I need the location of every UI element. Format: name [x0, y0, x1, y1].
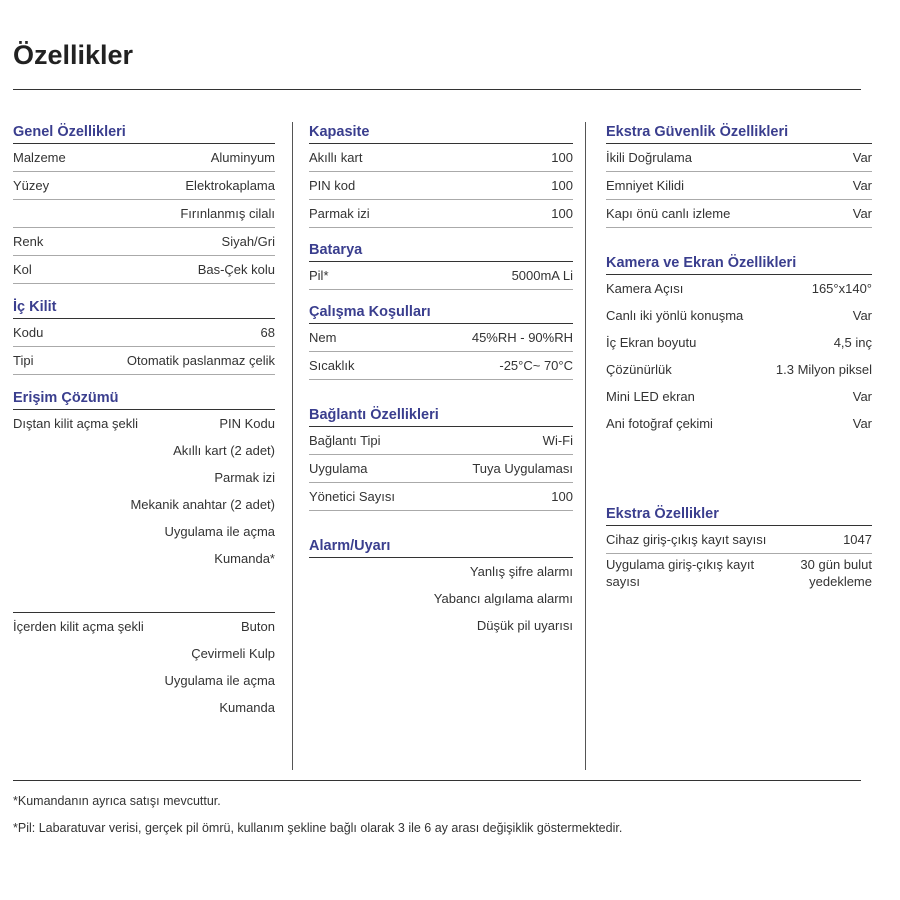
- spec-label: Ani fotoğraf çekimi: [606, 416, 713, 431]
- spec-label: Uygulama giriş-çıkış kayıt sayısı: [606, 557, 755, 589]
- spec-row: [13, 410, 275, 437]
- spec-row: [309, 427, 573, 455]
- spec-row: [309, 352, 573, 380]
- spec-value: 165°x140°: [811, 281, 872, 296]
- calisma-rows: [309, 324, 573, 380]
- spec-label: Cihaz giriş-çıkış kayıt sayısı: [606, 532, 767, 547]
- spec-value: Otomatik paslanmaz çelik: [126, 353, 275, 368]
- spec-row: [606, 302, 872, 329]
- spec-value: 30 gün bulut yedekleme: [800, 557, 872, 589]
- spec-value: Kumanda: [219, 700, 275, 715]
- section-header-alarm: Alarm/Uyarı: [309, 536, 573, 558]
- spec-value: Düşük pil uyarısı: [476, 618, 573, 633]
- spec-row: [606, 275, 872, 302]
- spec-label: İç Ekran boyutu: [606, 335, 697, 350]
- spec-value: Uygulama ile açma: [164, 524, 275, 539]
- genel-rows: [13, 144, 275, 284]
- spec-label: Tipi: [13, 353, 34, 368]
- batarya-rows: [309, 262, 573, 290]
- section-header-ekstra: Ekstra Özellikler: [606, 504, 872, 526]
- column-2: [309, 122, 573, 639]
- spec-row: [606, 172, 872, 200]
- spec-label: Malzeme: [13, 150, 66, 165]
- section-header-kamera: Kamera ve Ekran Özellikleri: [606, 253, 872, 275]
- spec-value: 1.3 Milyon piksel: [775, 362, 872, 377]
- spec-row: [606, 144, 872, 172]
- spec-row: [13, 200, 275, 228]
- spec-value: 68: [260, 325, 275, 340]
- spec-row: [309, 612, 573, 639]
- alarm-rows: [309, 558, 573, 639]
- spec-label: Mini LED ekran: [606, 389, 695, 404]
- footnote-kumanda: *Kumandanın ayrıca satışı mevcuttur.: [13, 794, 221, 808]
- spec-row: [309, 262, 573, 290]
- spec-row: [606, 200, 872, 228]
- spec-value: Var: [852, 178, 872, 193]
- spec-value: 1047: [843, 532, 872, 547]
- spec-label: Kapı önü canlı izleme: [606, 206, 731, 221]
- guvenlik-rows: [606, 144, 872, 228]
- spec-value: Kumanda*: [214, 551, 275, 566]
- spec-row: [606, 329, 872, 356]
- spec-row: [309, 144, 573, 172]
- spec-row: [13, 172, 275, 200]
- erisim-in-rows: [13, 613, 275, 721]
- spec-row: [606, 554, 872, 592]
- spec-label: Yüzey: [13, 178, 50, 193]
- section-header-ic-kilit: İç Kilit: [13, 297, 275, 319]
- spec-value: Parmak izi: [214, 470, 275, 485]
- spec-row: [13, 640, 275, 667]
- kapasite-rows: [309, 144, 573, 228]
- spec-row: [606, 526, 872, 554]
- spec-label: Nem: [309, 330, 337, 345]
- erisim-out-rows: [13, 410, 275, 572]
- spec-value: Mekanik anahtar (2 adet): [130, 497, 275, 512]
- spec-row: [13, 256, 275, 284]
- spec-value: Elektrokaplama: [185, 178, 275, 193]
- spec-label: Çözünürlük: [606, 362, 672, 377]
- spec-value: -25°C~ 70°C: [499, 358, 573, 373]
- spec-row: [309, 172, 573, 200]
- spec-row: [309, 324, 573, 352]
- spec-value: Yabancı algılama alarmı: [433, 591, 573, 606]
- spec-value: Çevirmeli Kulp: [191, 646, 275, 661]
- spec-label: Pil*: [309, 268, 329, 283]
- spec-row: [13, 613, 275, 640]
- spec-value: Var: [852, 308, 872, 323]
- kamera-rows: [606, 275, 872, 437]
- spec-label: Bağlantı Tipi: [309, 433, 381, 448]
- spec-value: Var: [852, 416, 872, 431]
- ekstra-rows: [606, 526, 872, 592]
- spec-value: 100: [551, 178, 573, 193]
- spec-label: Kamera Açısı: [606, 281, 684, 296]
- section-header-erisim: Erişim Çözümü: [13, 388, 275, 410]
- column-1: [13, 122, 275, 721]
- spec-row: [13, 347, 275, 375]
- spec-value: Uygulama ile açma: [164, 673, 275, 688]
- spec-value: 4,5 inç: [833, 335, 872, 350]
- spec-row: [606, 383, 872, 410]
- column-divider-1: [292, 122, 293, 770]
- spec-label: Uygulama: [309, 461, 368, 476]
- spec-row: [309, 200, 573, 228]
- ic-kilit-rows: [13, 319, 275, 375]
- section-header-baglanti: Bağlantı Özellikleri: [309, 405, 573, 427]
- spec-value: Tuya Uygulaması: [472, 461, 573, 476]
- spec-value: 100: [551, 206, 573, 221]
- title-divider: [13, 89, 861, 90]
- section-header-kapasite: Kapasite: [309, 122, 573, 144]
- spec-value: Yanlış şifre alarmı: [469, 564, 573, 579]
- spec-value: Aluminyum: [210, 150, 275, 165]
- section-header-calisma: Çalışma Koşulları: [309, 302, 573, 324]
- spec-row: [13, 694, 275, 721]
- spec-row: [13, 144, 275, 172]
- spec-row: [606, 410, 872, 437]
- spec-value: Wi-Fi: [542, 433, 573, 448]
- spec-value: 5000mA Li: [511, 268, 573, 283]
- spec-row: [13, 228, 275, 256]
- spec-row: [13, 667, 275, 694]
- spec-row: [13, 319, 275, 347]
- spec-value: Var: [852, 150, 872, 165]
- spec-label: Dıştan kilit açma şekli: [13, 416, 138, 431]
- spec-row: [606, 356, 872, 383]
- spec-label: Parmak izi: [309, 206, 370, 221]
- spec-row: [309, 558, 573, 585]
- section-header-guvenlik: Ekstra Güvenlik Özellikleri: [606, 122, 872, 144]
- spec-value: Bas-Çek kolu: [197, 262, 275, 277]
- spec-label: Canlı iki yönlü konuşma: [606, 308, 744, 323]
- spec-label: Sıcaklık: [309, 358, 355, 373]
- spec-row: [309, 585, 573, 612]
- spec-label: İçerden kilit açma şekli: [13, 619, 144, 634]
- spec-label: Renk: [13, 234, 44, 249]
- page-title: Özellikler: [13, 40, 134, 70]
- spec-row: [309, 483, 573, 511]
- spec-label: PIN kod: [309, 178, 356, 193]
- spec-row: [13, 464, 275, 491]
- section-header-genel: Genel Özellikleri: [13, 122, 275, 144]
- spec-row: [13, 518, 275, 545]
- spec-value: Fırınlanmış cilalı: [180, 206, 275, 221]
- spec-value: PIN Kodu: [219, 416, 275, 431]
- spec-label: Akıllı kart: [309, 150, 363, 165]
- spec-label: Kodu: [13, 325, 44, 340]
- footer-divider: [13, 780, 861, 781]
- spec-value: 100: [551, 489, 573, 504]
- spec-value: 45%RH - 90%RH: [471, 330, 573, 345]
- baglanti-rows: [309, 427, 573, 511]
- section-header-batarya: Batarya: [309, 240, 573, 262]
- spec-row: [13, 545, 275, 572]
- spec-label: Emniyet Kilidi: [606, 178, 685, 193]
- spec-value: Siyah/Gri: [221, 234, 275, 249]
- column-divider-2: [585, 122, 586, 770]
- spec-value: Buton: [241, 619, 275, 634]
- spec-value: Var: [852, 389, 872, 404]
- spec-label: İkili Doğrulama: [606, 150, 692, 165]
- column-3: [606, 122, 872, 592]
- spec-row: [309, 455, 573, 483]
- spec-label: Kol: [13, 262, 32, 277]
- spec-value: Var: [852, 206, 872, 221]
- footnote-pil: *Pil: Labaratuvar verisi, gerçek pil ömrü, kullanım şekline bağlı olarak 3 ile 6 ay arası değişiklik göstermektedir.: [13, 821, 623, 835]
- spec-value: Akıllı kart (2 adet): [173, 443, 275, 458]
- spec-value: 100: [551, 150, 573, 165]
- spec-row: [13, 437, 275, 464]
- spec-label: Yönetici Sayısı: [309, 489, 395, 504]
- spec-row: [13, 491, 275, 518]
